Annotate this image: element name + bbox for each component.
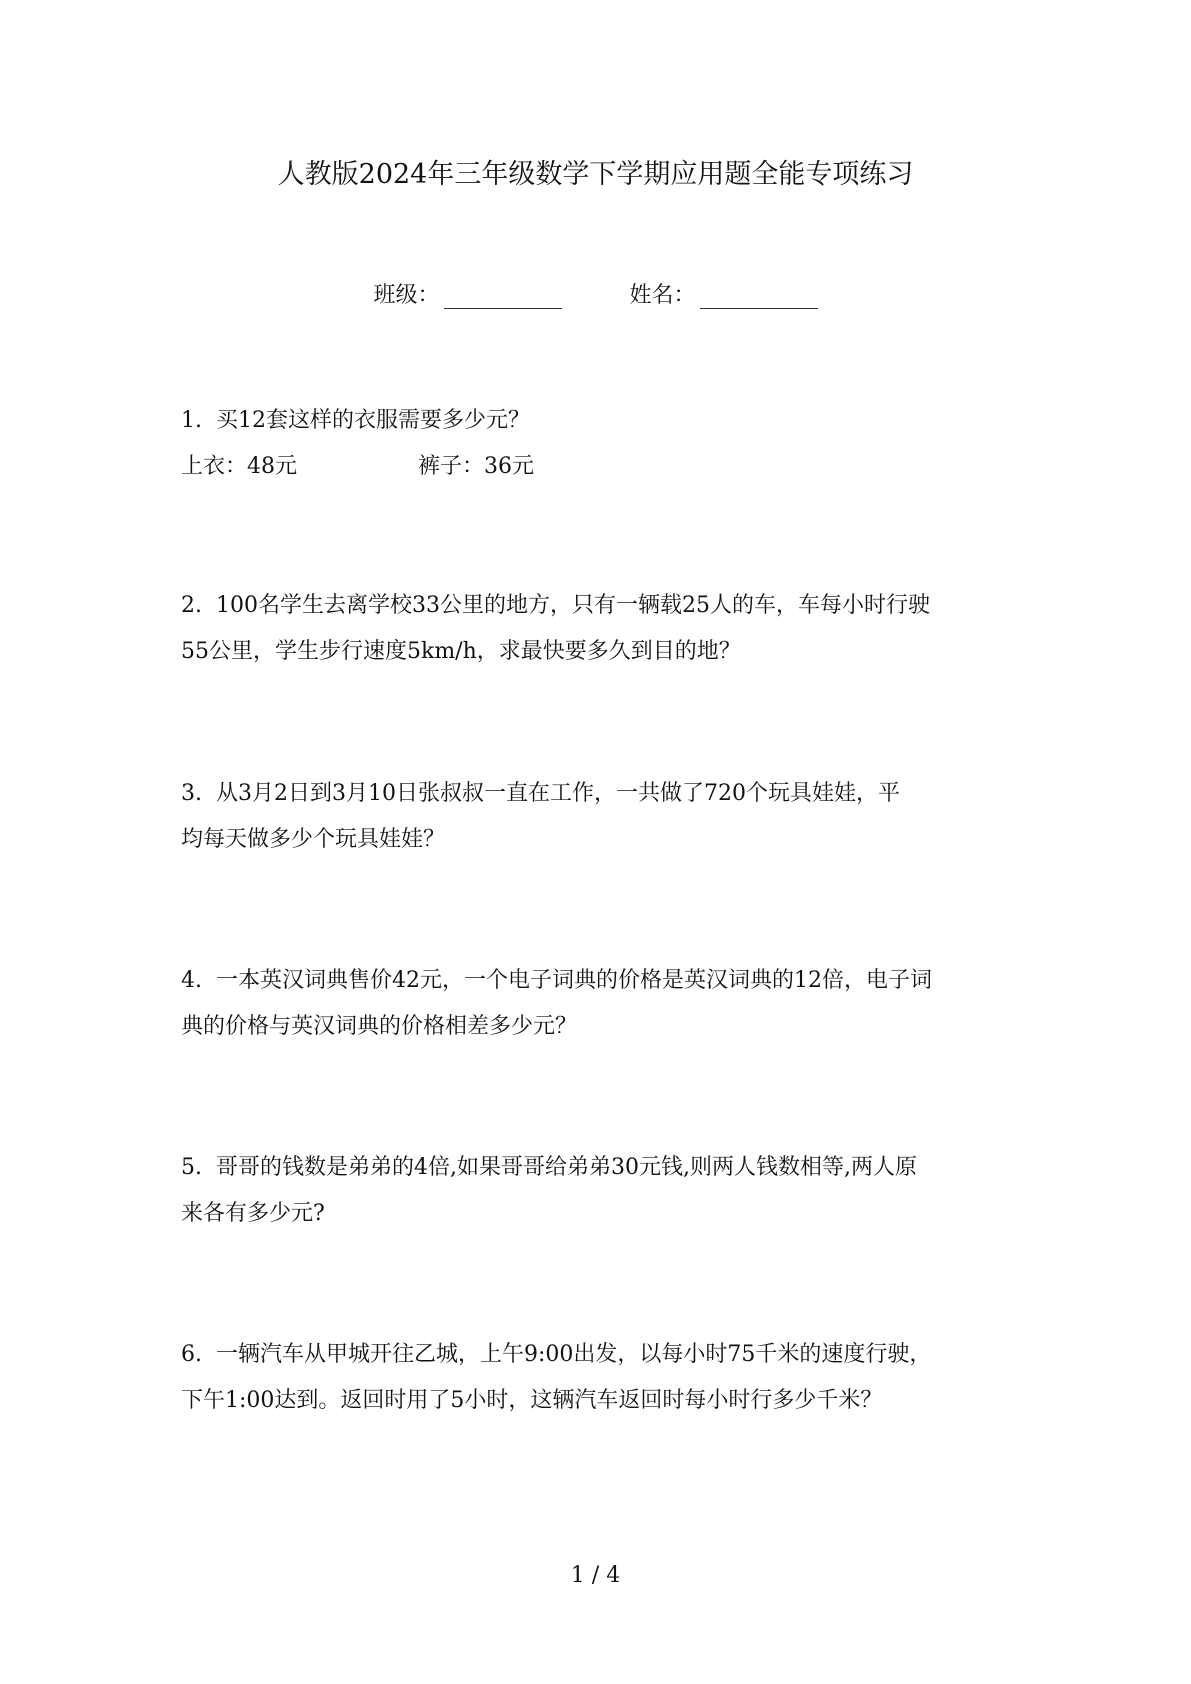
question-text: 从3月2日到3月10日张叔叔一直在工作，一共做了720个玩具娃娃，平 bbox=[216, 781, 900, 806]
question-3 bbox=[181, 771, 1021, 863]
page-indicator: 1 / 4 bbox=[570, 1563, 621, 1588]
question-number: 2. bbox=[181, 593, 202, 618]
name-field bbox=[630, 278, 818, 309]
class-label: 班级： bbox=[373, 283, 440, 308]
question-text: 100名学生去离学校33公里的地方，只有一辆载25人的车，车每小时行驶 bbox=[216, 593, 930, 618]
question-line bbox=[181, 771, 1021, 817]
question-line: 来各有多少元? bbox=[181, 1201, 325, 1226]
question-line: 下午1:00达到。返回时用了5小时，这辆汽车返回时每小时行多少千米？ bbox=[181, 1388, 883, 1413]
question-6 bbox=[181, 1332, 1021, 1424]
question-line bbox=[181, 398, 1021, 444]
question-text: 哥哥的钱数是弟弟的4倍,如果哥哥给弟弟30元钱,则两人钱数相等,两人原 bbox=[216, 1155, 917, 1180]
student-info-row bbox=[0, 278, 1191, 309]
class-blank[interactable] bbox=[444, 286, 562, 309]
question-number: 1. bbox=[181, 408, 202, 433]
question-number: 3. bbox=[181, 781, 202, 806]
question-line: 均每天做多少个玩具娃娃？ bbox=[181, 827, 446, 852]
question-text: 一本英汉词典售价42元，一个电子词典的价格是英汉词典的12倍，电子词 bbox=[216, 968, 932, 993]
name-blank[interactable] bbox=[700, 286, 818, 309]
question-line bbox=[181, 958, 1021, 1004]
question-4 bbox=[181, 958, 1021, 1050]
class-field bbox=[373, 278, 561, 309]
question-line bbox=[181, 1332, 1021, 1378]
question-line: 典的价格与英汉词典的价格相差多少元？ bbox=[181, 1014, 578, 1039]
question-number: 6. bbox=[181, 1342, 202, 1367]
question-line: 55公里，学生步行速度5km/h，求最快要多久到目的地？ bbox=[181, 639, 741, 664]
name-label: 姓名： bbox=[629, 283, 696, 308]
item-top-price: 上衣：48元 bbox=[181, 454, 297, 479]
item-pants-price: 裤子：36元 bbox=[418, 454, 534, 479]
question-text: 一辆汽车从甲城开往乙城，上午9:00出发，以每小时75千米的速度行驶， bbox=[216, 1342, 932, 1367]
question-number: 5. bbox=[181, 1155, 202, 1180]
question-1 bbox=[181, 398, 1021, 490]
question-line bbox=[181, 1145, 1021, 1191]
question-text: 买12套这样的衣服需要多少元？ bbox=[216, 408, 530, 433]
question-number: 4. bbox=[181, 968, 202, 993]
question-line bbox=[181, 583, 1021, 629]
question-items bbox=[181, 444, 1021, 490]
question-2 bbox=[181, 583, 1021, 675]
page-title: 人教版2024年三年级数学下学期应用题全能专项练习 bbox=[277, 159, 914, 190]
question-5 bbox=[181, 1145, 1021, 1237]
